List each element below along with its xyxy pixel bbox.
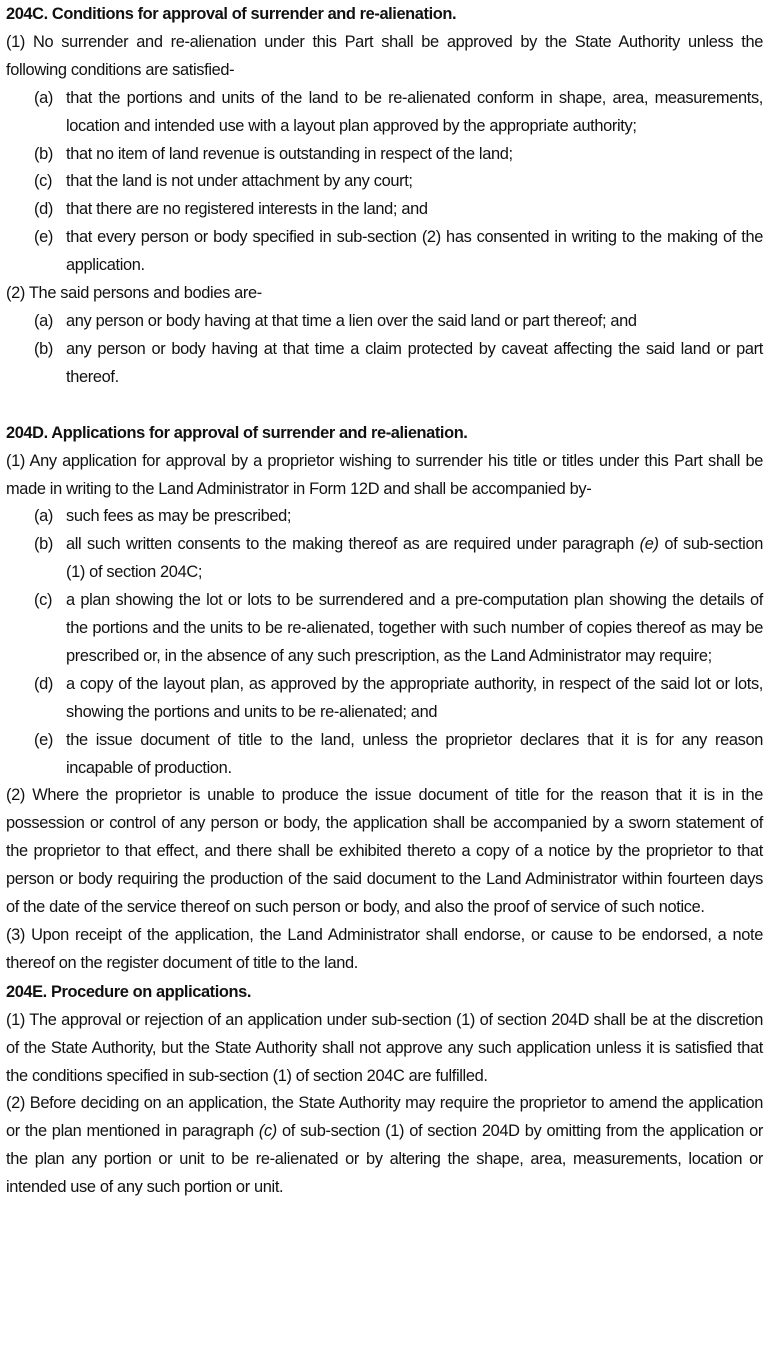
item-label: (b): [34, 535, 53, 554]
subsection-204d-1-items: [6, 503, 763, 782]
item-text: that no item of land revenue is outstanding in respect of the land;: [66, 144, 513, 163]
subsection-204d-2: (2) Where the proprietor is unable to produce the issue document of title for the reason that it is in the possession or control of any person or body, the application shall be accompanied by a sworn statement of the proprietor to that effect, and there shall be exhibited thereto a copy of a notice by the proprietor to that person or body requiring the production of the said document to the Land Administrator within fourteen days of the date of the service thereof on such person or body, and also the proof of service of such notice.: [6, 786, 763, 917]
section-204d: [6, 419, 763, 978]
item-label: (a): [34, 507, 53, 526]
item-text: [66, 531, 763, 587]
list-item: [6, 531, 763, 587]
item-label: (c): [34, 172, 53, 191]
item-text-italic: (e): [639, 535, 659, 554]
subsection-text-after: of sub-section (1) of section 204D by omitting from the application or the plan any portion or unit to be re-alienated or by altering the shape, area, measurements, location or intended use of any such portion or unit.: [6, 1122, 763, 1197]
list-item: [6, 196, 763, 224]
item-label: (c): [34, 591, 53, 610]
subsection-text-italic: (c): [258, 1122, 277, 1141]
item-text-before: all such written consents to the making thereof as are required under paragraph: [66, 535, 640, 554]
item-text: a copy of the layout plan, as approved by the appropriate authority, in respect of the said lot or lots, showing the portions and units to be re-alienated; and: [66, 674, 763, 721]
item-text: that the portions and units of the land to be re-alienated conform in shape, area, measurements, location and intended use with a layout plan approved by the appropriate authority;: [66, 88, 763, 135]
subsection-204c-2-items: [6, 308, 763, 392]
item-text: a plan showing the lot or lots to be surrendered and a pre-computation plan showing the details of the portions and the units to be re-alienated, together with such number of copies thereof as may be prescribed or, in the absence of any such prescription, as the Land Administrator may require;: [66, 591, 763, 665]
item-label: (a): [34, 311, 53, 330]
list-item: [6, 308, 763, 336]
list-item: [6, 727, 763, 783]
item-text-after: of sub-section (1) of section 204C;: [66, 535, 763, 582]
item-label: (d): [34, 674, 53, 693]
list-item: [6, 503, 763, 531]
item-text: the issue document of title to the land, unless the proprietor declares that it is for any reason incapable of production.: [66, 730, 763, 777]
list-item: [6, 168, 763, 196]
section-heading-204c: 204C. Conditions for approval of surrender and re-alienation.: [6, 5, 457, 23]
item-text: that there are no registered interests in the land; and: [66, 200, 428, 219]
subsection-204e-2: [6, 1090, 763, 1202]
item-text: that the land is not under attachment by any court;: [66, 172, 413, 191]
item-label: (d): [34, 200, 53, 219]
list-item: [6, 336, 763, 392]
item-label: (e): [34, 730, 53, 749]
subsection-204d-1: (1) Any application for approval by a proprietor wishing to surrender his title or titles under this Part shall be made in writing to the Land Administrator in Form 12D and shall be accompanied by-: [6, 451, 763, 498]
list-item: [6, 141, 763, 169]
item-text: that every person or body specified in sub-section (2) has consented in writing to the making of the application.: [66, 228, 763, 275]
section-heading-204d: 204D. Applications for approval of surrender and re-alienation.: [6, 423, 468, 442]
item-label: (b): [34, 339, 53, 358]
subsection-204d-3: (3) Upon receipt of the application, the Land Administrator shall endorse, or cause to be endorsed, a note thereof on the register document of title to the land.: [6, 926, 763, 972]
section-204c: [6, 0, 763, 392]
item-label: (a): [34, 88, 53, 107]
list-item: [6, 587, 763, 671]
item-label: (e): [34, 228, 53, 247]
subsection-text-before: (2) Before deciding on an application, the State Authority may require the proprietor to amend the application or the plan mentioned in paragraph: [6, 1094, 763, 1141]
item-label: (b): [34, 144, 53, 163]
item-text: any person or body having at that time a lien over the said land or part thereof; and: [66, 311, 637, 330]
list-item: [6, 224, 763, 280]
subsection-204c-2: (2) The said persons and bodies are-: [6, 284, 262, 303]
item-text: any person or body having at that time a claim protected by caveat affecting the said land or part thereof.: [66, 339, 763, 386]
item-text: such fees as may be prescribed;: [66, 507, 292, 526]
section-heading-204e: 204E. Procedure on applications.: [6, 982, 251, 1001]
list-item: [6, 671, 763, 727]
subsection-204c-1-items: [6, 85, 763, 280]
list-item: [6, 85, 763, 141]
section-204e: [6, 978, 763, 1202]
subsection-204e-1: (1) The approval or rejection of an application under sub-section (1) of section 204D shall be at the discretion of the State Authority, but the State Authority shall not approve any such application unless it is satisfied that the conditions specified in sub-section (1) of section 204C are fulfilled.: [6, 1010, 763, 1085]
subsection-204c-1: (1) No surrender and re-alienation under this Part shall be approved by the State Authority unless the following conditions are satisfied-: [6, 32, 763, 79]
